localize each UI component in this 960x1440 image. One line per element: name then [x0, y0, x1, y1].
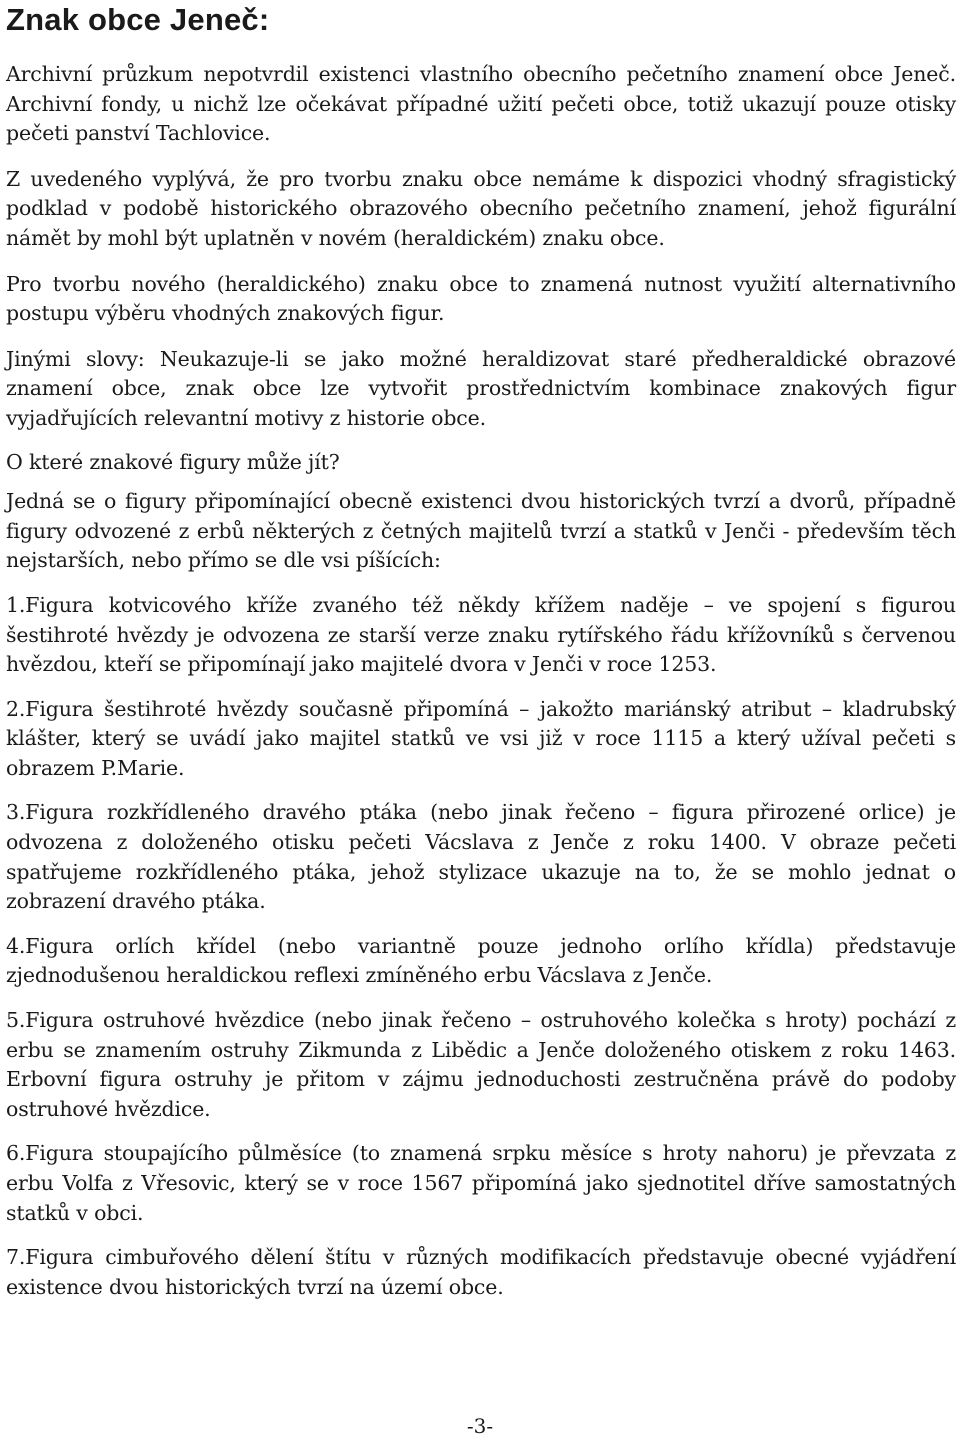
list-item: 5.Figura ostruhové hvězdice (nebo jinak řečeno – ostruhového kolečka s hroty) pochází z erbu se znamením ostruhy Zikmunda z Libědic a Jenče doloženého otiskem z roku 1463. Erbovní figura ostruhy je přitom v zájmu jednoduchosti zestručněna právě do podoby ostruhové hvězdice.: [6, 1008, 956, 1121]
paragraph-figures-intro: Jedná se o figury připomínající obecně existenci dvou historických tvrzí a dvorů, případně figury odvozené z erbů některých z četných majitelů tvrzí a statků v Jenči - především těch nejstarších, nebo přímo se dle vsi píšících:: [6, 489, 956, 573]
list-item: 4.Figura orlích křídel (nebo variantně pouze jednoho orlího křídla) představuje zjednodušenou heraldickou reflexi zmíněného erbu Vácslava z Jenče.: [6, 933, 956, 988]
list-item: 7.Figura cimbuřového dělení štítu v různých modifikacích představuje obecné vyjádření existence dvou historických tvrzí na území obce.: [6, 1245, 956, 1299]
paragraph-in-other-words: Jinými slovy: Neukazuje-li se jako možné heraldizovat staré předheraldické obrazové znamení obce, znak obce lze vytvořit prostřednictvím kombinace znakových figur vyjadřujících relevantní motivy z historie obce.: [6, 346, 956, 430]
paragraph-archive-research: Archivní průzkum nepotvrdil existenci vlastního obecního pečetního znamení obce Jeneč. Archivní fondy, u nichž lze očekávat případné užití pečeti obce, totiž ukazují pouze otisky pečeti panství Tachlovice.: [6, 62, 956, 146]
paragraph-alternative-approach: Pro tvorbu nového (heraldického) znaku obce to znamená nutnost využití alternativního postupu výběru vhodných znakových figur.: [6, 271, 956, 326]
document-page: [6, 0, 956, 1302]
paragraph-question: O které znakové figury může jít?: [6, 449, 340, 474]
page-number: -3-: [466, 1414, 494, 1438]
list-item: 3.Figura rozkřídleného dravého ptáka (nebo jinak řečeno – figura přirozené orlice) je odvozena z doloženého otisku pečeti Vácslava z Jenče z roku 1400. V obraze pečeti spatřujeme rozkřídleného ptáka, jehož stylizace ukazuje na to, že se mohlo jednat o zobrazení dravého ptáka.: [6, 800, 956, 914]
list-item: 1.Figura kotvicového kříže zvaného též někdy křížem naděje – ve spojení s figurou šestihroté hvězdy je odvozena ze starší verze znaku rytířského řádu křížovníků s červenou hvězdou, kteří se připomínají jako majitelé dvora v Jenči v roce 1253.: [6, 592, 956, 677]
document-title: Znak obce Jeneč:: [6, 2, 270, 37]
paragraph-conclusion: Z uvedeného vyplývá, že pro tvorbu znaku obce nemáme k dispozici vhodný sfragistický podklad v podobě historického obrazového obecního pečetního znamení, jehož figurální námět by mohl být uplatněn v novém (heraldickém) znaku obce.: [6, 166, 956, 250]
list-item: 6.Figura stoupajícího půlměsíce (to znamená srpku měsíce s hroty nahoru) je převzata z erbu Volfa z Vřesovic, který se v roce 1567 připomíná jako sjednotitel dříve samostatných statků v obci.: [6, 1141, 956, 1225]
list-item: 2.Figura šestihroté hvězdy současně připomíná – jakožto mariánský atribut – kladrubský klášter, který se uvádí jako majitel statků ve vsi již v roce 1115 a který užíval pečeti s obrazem P.Marie.: [6, 696, 956, 780]
